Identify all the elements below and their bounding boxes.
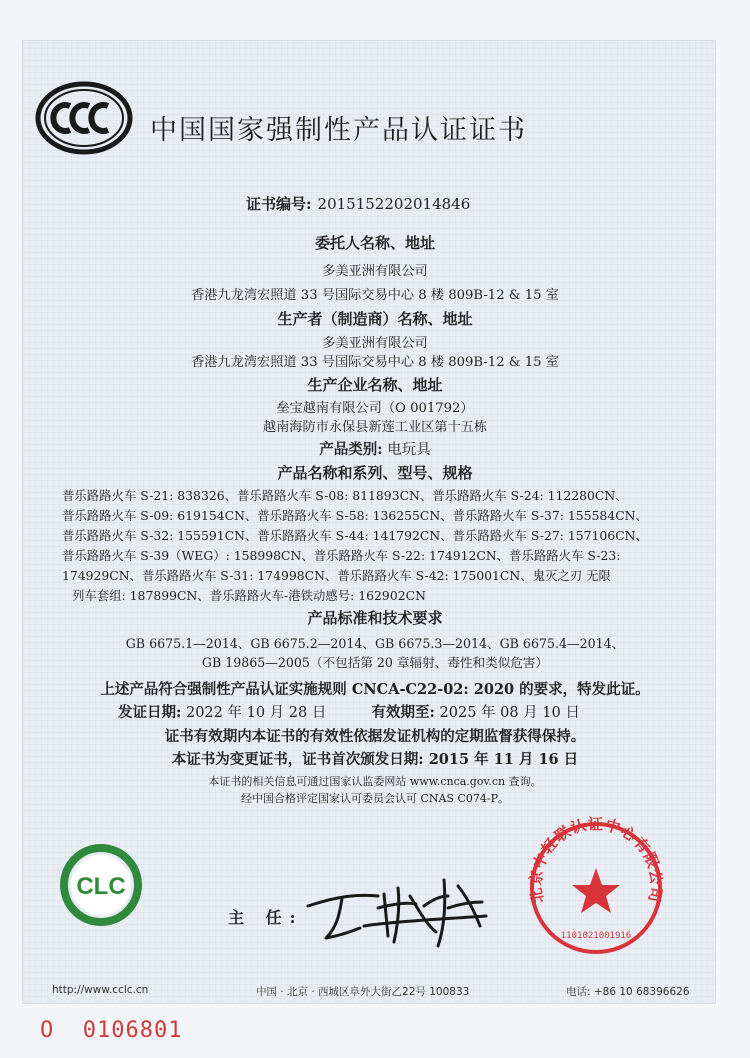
factory-name: 垒宝越南有限公司（O 001792） (276, 401, 474, 416)
seal-star-icon (572, 868, 620, 913)
client-heading: 委托人名称、地址 (314, 234, 435, 252)
validity-dates (118, 701, 580, 722)
serial-circle-icon: O (40, 1018, 83, 1043)
product-line: 普乐路路火车 S-09: 619154CN、普乐路路火车 S-58: 136255CN、普乐路路火车 S-37: 155584CN、 (62, 508, 648, 523)
product-category (0, 438, 750, 459)
product-category-label: 产品类别: (319, 441, 383, 458)
product-line: 列车套组: 187899CN、普乐路路火车-港铁动感号: 162902CN (72, 588, 426, 603)
standards-line-2: GB 19865—2005（不包括第 20 章辐射、毒性和类似危害） (201, 655, 549, 670)
manufacturer-heading: 生产者（制造商）名称、地址 (277, 310, 473, 328)
clc-logo-text: CLC (76, 873, 126, 900)
product-line: 普乐路路火车 S-39（WEG）: 158998CN、普乐路路火车 S-22: 174912CN、普乐路路火车 S-23: (62, 548, 621, 563)
product-category-value: 电玩具 (387, 442, 431, 458)
seal-code: 1101021001916 (560, 931, 632, 941)
official-seal (516, 810, 676, 960)
standards-heading: 产品标准和技术要求 (307, 609, 443, 627)
footer-phone: 电话: +86 10 68396626 (566, 986, 690, 998)
serial-number (40, 1018, 182, 1043)
ccc-logo-icon (34, 78, 134, 158)
expiry-date-label: 有效期至: (371, 704, 435, 721)
product-list (62, 486, 692, 606)
product-line: 174929CN、普乐路路火车 S-31: 174998CN、普乐路路火车 S-42: 175001CN、鬼灭之刃 无限 (62, 568, 611, 583)
issue-date-value: 2022 年 10 月 28 日 (185, 705, 327, 721)
clc-logo-icon (60, 844, 142, 926)
products-heading: 产品名称和系列、型号、规格 (277, 464, 473, 482)
expiry-date-value: 2025 年 08 月 10 日 (439, 705, 580, 721)
certificate-number-label: 证书编号: (246, 195, 312, 213)
director-label: 主 任: (228, 908, 304, 927)
serial-number-value: 0106801 (82, 1018, 183, 1043)
standards-line-1: GB 6675.1—2014、GB 6675.2—2014、GB 6675.3—2014、GB 6675.4—2014、 (125, 636, 625, 651)
issue-date-label: 发证日期: (118, 704, 182, 721)
accreditation-note: 经中国合格评定国家认可委员会认可 CNAS C074-P。 (240, 792, 510, 805)
seal-text: 北京中轻联认证中心有限公司 (526, 815, 666, 905)
change-note-text: 本证书为变更证书，证书首次颁发日期: 2015 年 11 月 16 日 (171, 751, 579, 768)
director-signature (298, 866, 498, 950)
factory-address: 越南海防市永保县新莲工业区第十五栋 (262, 420, 488, 435)
factory-heading: 生产企业名称、地址 (307, 376, 443, 394)
client-address: 香港九龙湾宏照道 33 号国际交易中心 8 楼 809B-12 & 15 室 (191, 288, 559, 303)
info-note: 本证书的相关信息可通过国家认监委网站 www.cnca.gov.cn 查询。 (208, 775, 542, 788)
manufacturer-address: 香港九龙湾宏照道 33 号国际交易中心 8 楼 809B-12 & 15 室 (191, 355, 559, 370)
certificate-number-value: 2015152202014846 (317, 195, 471, 213)
footer-website[interactable]: http://www.cclc.cn (52, 984, 149, 996)
change-note (0, 748, 750, 769)
compliance-statement: 上述产品符合强制性产品认证实施规则 CNCA-C22-02: 2020 的要求，特发此证。 (100, 681, 650, 698)
validity-note: 证书有效期内本证书的有效性依据发证机构的定期监督获得保持。 (164, 728, 586, 745)
client-name: 多美亚洲有限公司 (322, 264, 428, 279)
product-line: 普乐路路火车 S-32: 155591CN、普乐路路火车 S-44: 141792CN、普乐路路火车 S-27: 157106CN、 (62, 528, 648, 543)
footer-address: 中国 · 北京 · 西城区阜外大街乙22号 100833 (256, 986, 470, 998)
certificate-number (246, 193, 470, 214)
manufacturer-name: 多美亚洲有限公司 (322, 336, 428, 351)
product-line: 普乐路路火车 S-21: 838326、普乐路路火车 S-08: 811893CN、普乐路路火车 S-24: 112280CN、 (62, 488, 628, 503)
certificate-title: 中国国家强制性产品认证证书 (150, 115, 527, 146)
